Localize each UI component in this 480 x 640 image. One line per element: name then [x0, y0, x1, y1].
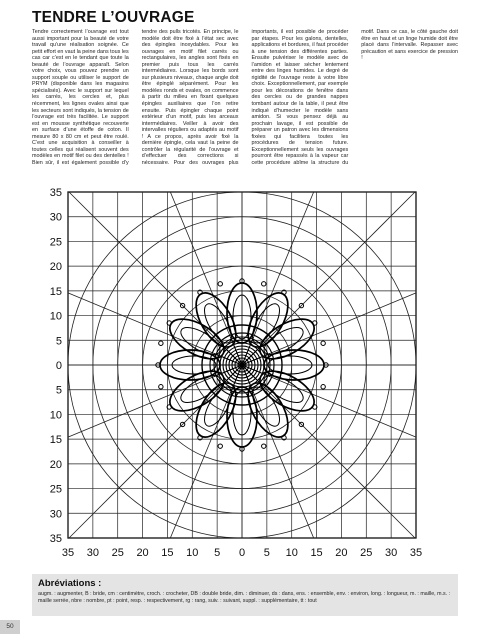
motif-picot	[321, 341, 325, 345]
x-axis-label: 5	[263, 547, 270, 559]
blocking-grid-figure	[32, 176, 452, 573]
y-axis-label: 30	[49, 508, 62, 521]
body-text: Tendre correctement l’ouvrage est tout aussi important pour la beauté de votre travail qu’une réalisation soignée. Ce petit effort en vaut la peine dans tous les cas car c’est en le tendant que toute la beauté de l’ouvrage apparaît. Selon votre choix, vous pouvez prendre un support souple ou utiliser le support de PRYM (disponible dans les magasins spécialisés). Avec le support sur lequel les carrés, les cercles et, plus récemment, les lignes ovales ainsi que les secteurs sont indiqués, la tension de l’ouvrage est très facilitée. Le support est en mousse synthétique recouverte en surface d’une étoffe de coton. Il mesure 80 x 80 cm et peut être roulé. C’est une acquisition à conseiller à toutes celles qui réalisent souvent des modèles en motif filet ou des dentelles ! Bien sûr, il est également possible d’y tendre des pulls tricotés. En principe, le modèle doit être fixé à l’état sec avec des épingles inoxydables. Pour les ouvrages en motif filet carrés ou rectangulaires, les angles sont fixés en premier puis tous les carrés intermédiaires. Lorsque les bords sont sur plusieurs niveaux, chaque angle doit être épinglé séparément. Pour les modèles ronds et ovales, on commence à partir du milieu en fixant quelques épingles auxiliaires que l’on retire ensuite. Puis épingler chaque point extérieur d’un motif, puis les arceaux intermédiaires. Veiller à avoir des intervalles réguliers ou adaptés au motif ! A ce propos, après avoir fixé la dernière épingle, cela vaut la peine de contrôler la régularité de l’ouvrage et d’effectuer des corrections si nécessaire. Pour des ouvrages plus importants, il est possible de procéder par étapes. Pour les galons, dentelles, applications et bordures, il faut procéder à une tension des différentes parties. Ensuite pulvériser le modèle avec de l’amidon et laisser sécher lentement entre des linges humides. Le degré de rigidité de l’ouvrage reste à votre libre choix. Exceptionnellement, par exemple pour les décorations de fenêtre dans des cercles ou de grandes nappes tombant autour de la table, il peut être indiqué d’humecter le modèle sans amidon. Si vous pensez déjà au prochain lavage, il est possible de préparer un patron avec les dimensions fixées qui facilitera toutes les procédures de tension future. Exceptionnellement seuls les ouvrages pourront être repassés à la vapeur car cette procédure abîme la structure du motif. Dans ce cas, le côté gauche doit être en haut et un linge humide doit être placé dans l’intervalle. Repasser avec précaution et sans exercice de pression !	[32, 29, 458, 166]
x-axis-label: 30	[385, 547, 398, 559]
y-axis-label: 35	[49, 533, 62, 545]
y-axis-label: 15	[49, 434, 62, 447]
x-axis-label: 35	[409, 547, 423, 559]
body-text-columns	[32, 29, 458, 172]
abbreviations-box	[32, 574, 458, 616]
y-axis-label: 20	[49, 261, 62, 274]
y-axis-label: 35	[49, 187, 62, 199]
x-axis-label: 10	[186, 547, 199, 559]
y-axis-label: 20	[49, 458, 62, 471]
x-axis-label: 30	[86, 547, 99, 559]
page-number: 50	[0, 620, 20, 634]
blocking-grid-diagram	[32, 176, 452, 573]
y-axis-label: 25	[49, 483, 62, 496]
x-axis-label: 25	[111, 547, 124, 559]
x-axis-label: 15	[310, 547, 323, 559]
motif-picot	[218, 282, 222, 286]
motif-picot	[218, 444, 222, 448]
y-axis-label: 30	[49, 211, 62, 224]
y-axis-label: 10	[49, 310, 62, 323]
motif-picot	[262, 444, 266, 448]
y-axis-label: 15	[49, 285, 62, 298]
x-axis-label: 20	[335, 547, 348, 559]
page-title: TENDRE L’OUVRAGE	[32, 9, 195, 26]
y-axis-label: 25	[49, 236, 62, 249]
abbreviations-heading: Abréviations :	[38, 578, 102, 589]
x-axis-label: 0	[238, 547, 246, 559]
motif-spoke	[221, 344, 242, 365]
x-axis-label: 15	[161, 547, 174, 559]
y-axis-label: 10	[49, 409, 62, 422]
y-axis-label: 5	[55, 335, 62, 348]
x-axis-label: 5	[214, 547, 221, 559]
x-axis-label: 10	[285, 547, 298, 559]
x-axis-label: 25	[360, 547, 373, 559]
y-axis-label: 0	[55, 360, 62, 372]
motif-picot	[159, 385, 163, 389]
motif-spoke	[221, 365, 242, 386]
motif-picot	[321, 385, 325, 389]
motif-spoke	[242, 365, 263, 386]
x-axis-label: 20	[136, 547, 149, 559]
abbreviations-text: augm. : augmenter, B : bride, cm : centimètre, croch. : crocheter, DB : double bride, dim. : diminuer, ds : dans, ens. : ensemble, env. : environ, long. : longueur, m. : maille, m.s. : maille serrée, nbre : nombre, pt : point, resp. : respectivement, rg : rang, suiv. : suivant, suppl. : supplémentaire, tt : tout	[38, 591, 451, 605]
motif-spoke	[242, 344, 263, 365]
x-axis-label: 35	[61, 547, 75, 559]
motif-picot	[262, 282, 266, 286]
y-axis-label: 5	[55, 384, 62, 397]
motif-picot	[159, 341, 163, 345]
